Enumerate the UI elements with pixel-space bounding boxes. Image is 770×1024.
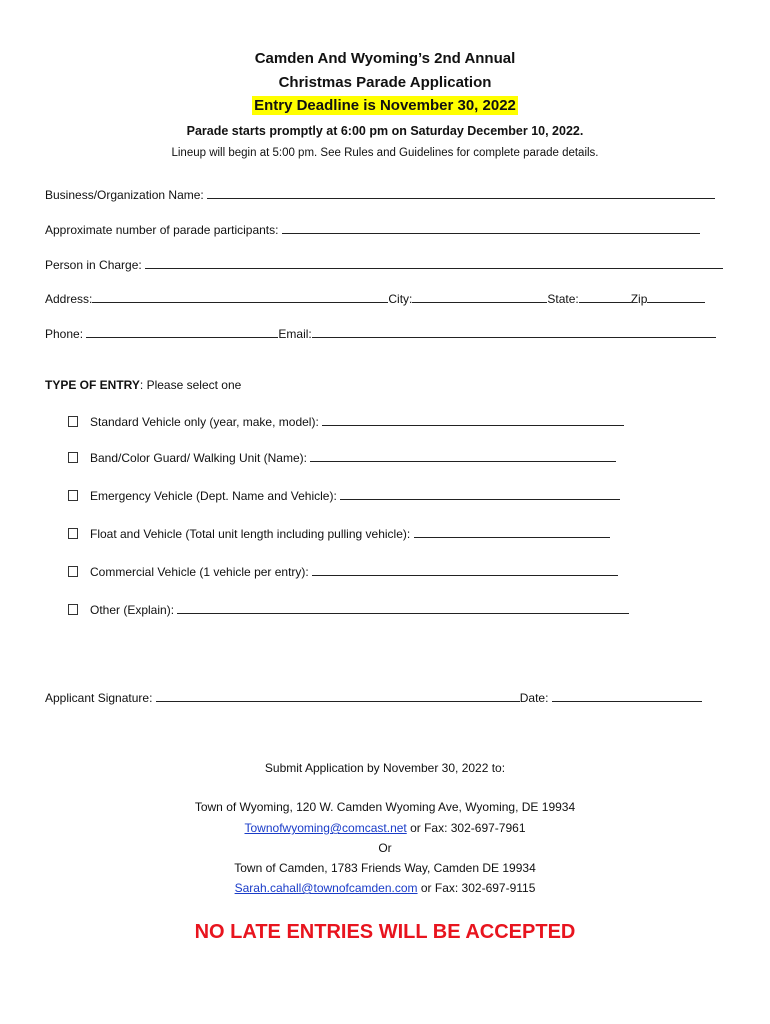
- zip-field[interactable]: [647, 290, 705, 303]
- emergency-vehicle-label: Emergency Vehicle (Dept. Name and Vehicle):: [90, 489, 337, 503]
- deadline-text: Entry Deadline is November 30, 2022: [254, 97, 516, 114]
- standard-vehicle-label: Standard Vehicle only (year, make, model):: [90, 415, 319, 429]
- business-row: [45, 186, 715, 202]
- commercial-vehicle-label: Commercial Vehicle (1 vehicle per entry):: [90, 565, 309, 579]
- city-label: City:: [388, 292, 413, 306]
- signature-row: [45, 689, 702, 705]
- entry-option-float: [68, 525, 610, 541]
- entry-option-commercial-vehicle: [68, 563, 618, 579]
- band-checkbox[interactable]: [68, 452, 78, 463]
- phone-row: [45, 325, 716, 341]
- email-field[interactable]: [312, 325, 716, 338]
- commercial-vehicle-field[interactable]: [312, 563, 618, 576]
- band-label: Band/Color Guard/ Walking Unit (Name):: [90, 451, 307, 465]
- city-field[interactable]: [412, 290, 547, 303]
- signature-field[interactable]: [156, 689, 520, 702]
- or-text: Or: [378, 841, 392, 855]
- wyoming-contact: [0, 821, 770, 835]
- participants-field[interactable]: [282, 221, 700, 234]
- entry-option-emergency-vehicle: [68, 487, 620, 503]
- other-label: Other (Explain):: [90, 603, 175, 617]
- zip-label: Zip: [630, 292, 648, 306]
- phone-field[interactable]: [86, 325, 278, 338]
- participants-row: [45, 221, 700, 237]
- camden-contact: [0, 881, 770, 895]
- date-label: Date:: [519, 691, 549, 705]
- business-field[interactable]: [207, 186, 715, 199]
- entry-type-title: TYPE OF ENTRY: [45, 378, 140, 392]
- other-checkbox[interactable]: [68, 604, 78, 615]
- title-line-2: Christmas Parade Application: [278, 74, 492, 91]
- other-field[interactable]: [177, 601, 629, 614]
- late-entries-notice: NO LATE ENTRIES WILL BE ACCEPTED: [194, 921, 576, 943]
- entry-type-instruction: : Please select one: [139, 378, 242, 392]
- entry-option-band: [68, 449, 616, 465]
- camden-email-link[interactable]: Sarah.cahall@townofcamden.com: [234, 881, 418, 895]
- wyoming-fax: or Fax: 302-697-7961: [406, 821, 526, 835]
- address-field[interactable]: [92, 290, 388, 303]
- deadline-banner: [0, 97, 770, 114]
- commercial-vehicle-checkbox[interactable]: [68, 566, 78, 577]
- wyoming-email-link[interactable]: Townofwyoming@comcast.net: [244, 821, 407, 835]
- emergency-vehicle-field[interactable]: [340, 487, 620, 500]
- state-field[interactable]: [579, 290, 631, 303]
- signature-label: Applicant Signature:: [45, 691, 153, 705]
- date-field[interactable]: [552, 689, 702, 702]
- person-row: [45, 256, 723, 272]
- entry-option-other: [68, 601, 629, 617]
- lineup-text: Lineup will begin at 5:00 pm. See Rules and Guidelines for complete parade details.: [171, 147, 599, 159]
- float-checkbox[interactable]: [68, 528, 78, 539]
- participants-label: Approximate number of parade participants:: [45, 223, 279, 237]
- float-label: Float and Vehicle (Total unit length including pulling vehicle):: [90, 527, 411, 541]
- camden-fax: or Fax: 302-697-9115: [417, 881, 536, 895]
- band-field[interactable]: [310, 449, 616, 462]
- camden-address: Town of Camden, 1783 Friends Way, Camden DE 19934: [234, 861, 536, 875]
- email-label: Email:: [278, 327, 312, 341]
- emergency-vehicle-checkbox[interactable]: [68, 490, 78, 501]
- start-time-text: Parade starts promptly at 6:00 pm on Saturday December 10, 2022.: [186, 124, 584, 138]
- state-label: State:: [547, 292, 579, 306]
- wyoming-address: Town of Wyoming, 120 W. Camden Wyoming Ave, Wyoming, DE 19934: [194, 800, 576, 814]
- person-label: Person in Charge:: [45, 258, 142, 272]
- standard-vehicle-field[interactable]: [322, 413, 624, 426]
- person-field[interactable]: [145, 256, 723, 269]
- title-line-1: Camden And Wyoming’s 2nd Annual: [254, 50, 516, 67]
- address-row: [45, 290, 705, 306]
- address-label: Address:: [45, 292, 93, 306]
- phone-label: Phone:: [45, 327, 84, 341]
- float-field[interactable]: [414, 525, 610, 538]
- entry-option-standard-vehicle: [68, 413, 624, 429]
- standard-vehicle-checkbox[interactable]: [68, 416, 78, 427]
- entry-type-heading: [45, 378, 241, 392]
- business-label: Business/Organization Name:: [45, 188, 204, 202]
- submit-intro: Submit Application by November 30, 2022 to:: [264, 761, 506, 775]
